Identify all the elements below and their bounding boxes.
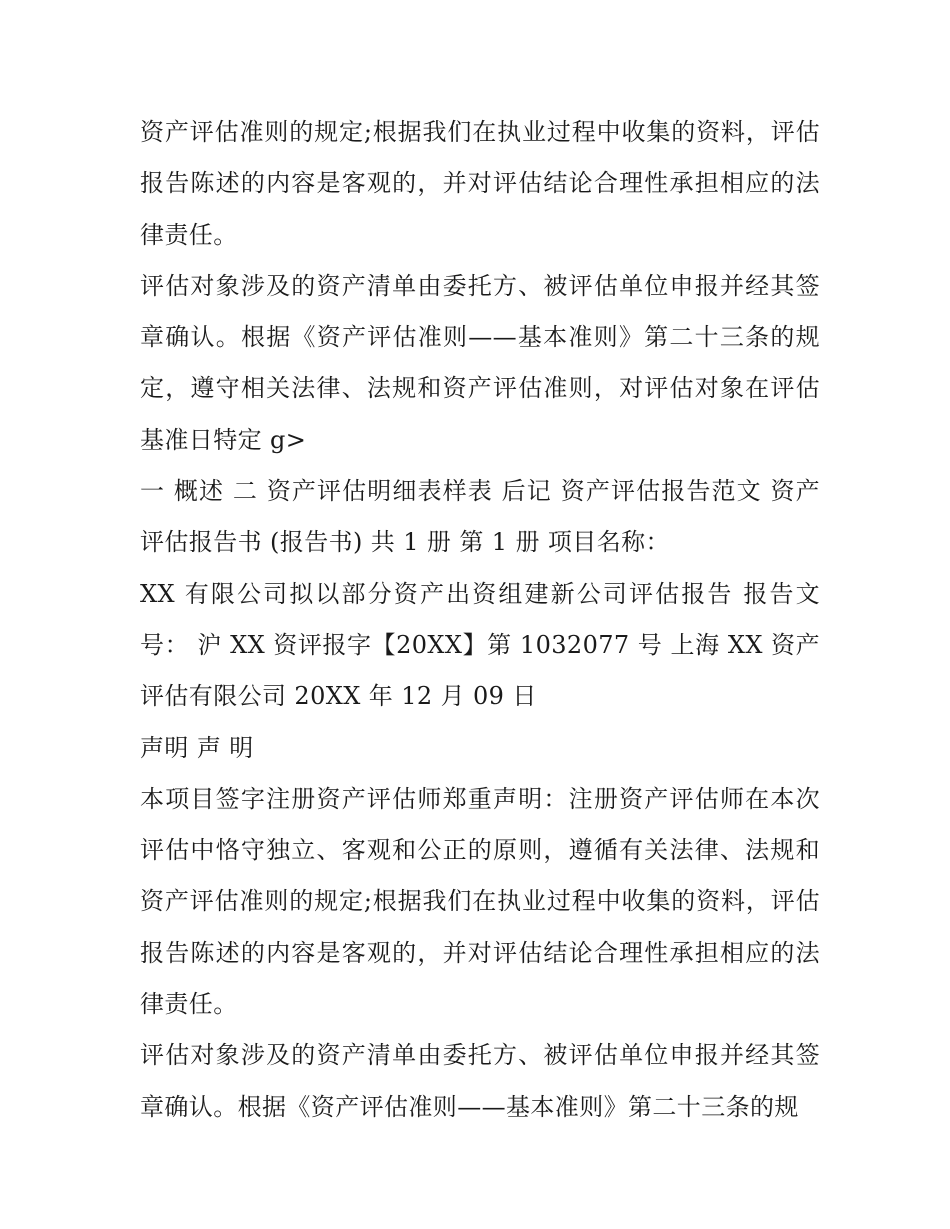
- document-page: [140, 107, 820, 1133]
- paragraph-asset-list-repeat: 评估对象涉及的资产清单由委托方、被评估单位申报并经其签章确认。根据《资产评估准则——基本准则》第二十三条的规: [140, 1041, 820, 1121]
- paragraph-declaration: 本项目签字注册资产评估师郑重声明：注册资产评估师在本次评估中恪守独立、客观和公正的原则，遵循有关法律、法规和资产评估准则的规定;根据我们在执业过程中收集的资料，评估报告陈述的内容是客观的，并对评估结论合理性承担相应的法律责任。: [140, 784, 820, 1019]
- paragraph-contents: 一 概述 二 资产评估明细表样表 后记 资产评估报告范文 资产评估报告书 (报告书) 共 1 册 第 1 册 项目名称：: [140, 477, 820, 557]
- section-heading-declaration: 声明 声 明: [140, 733, 254, 762]
- paragraph-asset-list: 评估对象涉及的资产清单由委托方、被评估单位申报并经其签章确认。根据《资产评估准则——基本准则》第二十三条的规定，遵守相关法律、法规和资产评估准则，对评估对象在评估基准日特定 g>: [140, 271, 820, 454]
- paragraph-report-info: XX 有限公司拟以部分资产出资组建新公司评估报告 报告文号： 沪 XX 资评报字【20XX】第 1032077 号 上海 XX 资产评估有限公司 20XX 年 12 月 09 日: [140, 579, 820, 711]
- paragraph-responsibility: 资产评估准则的规定;根据我们在执业过程中收集的资料，评估报告陈述的内容是客观的，并对评估结论合理性承担相应的法律责任。: [140, 118, 820, 249]
